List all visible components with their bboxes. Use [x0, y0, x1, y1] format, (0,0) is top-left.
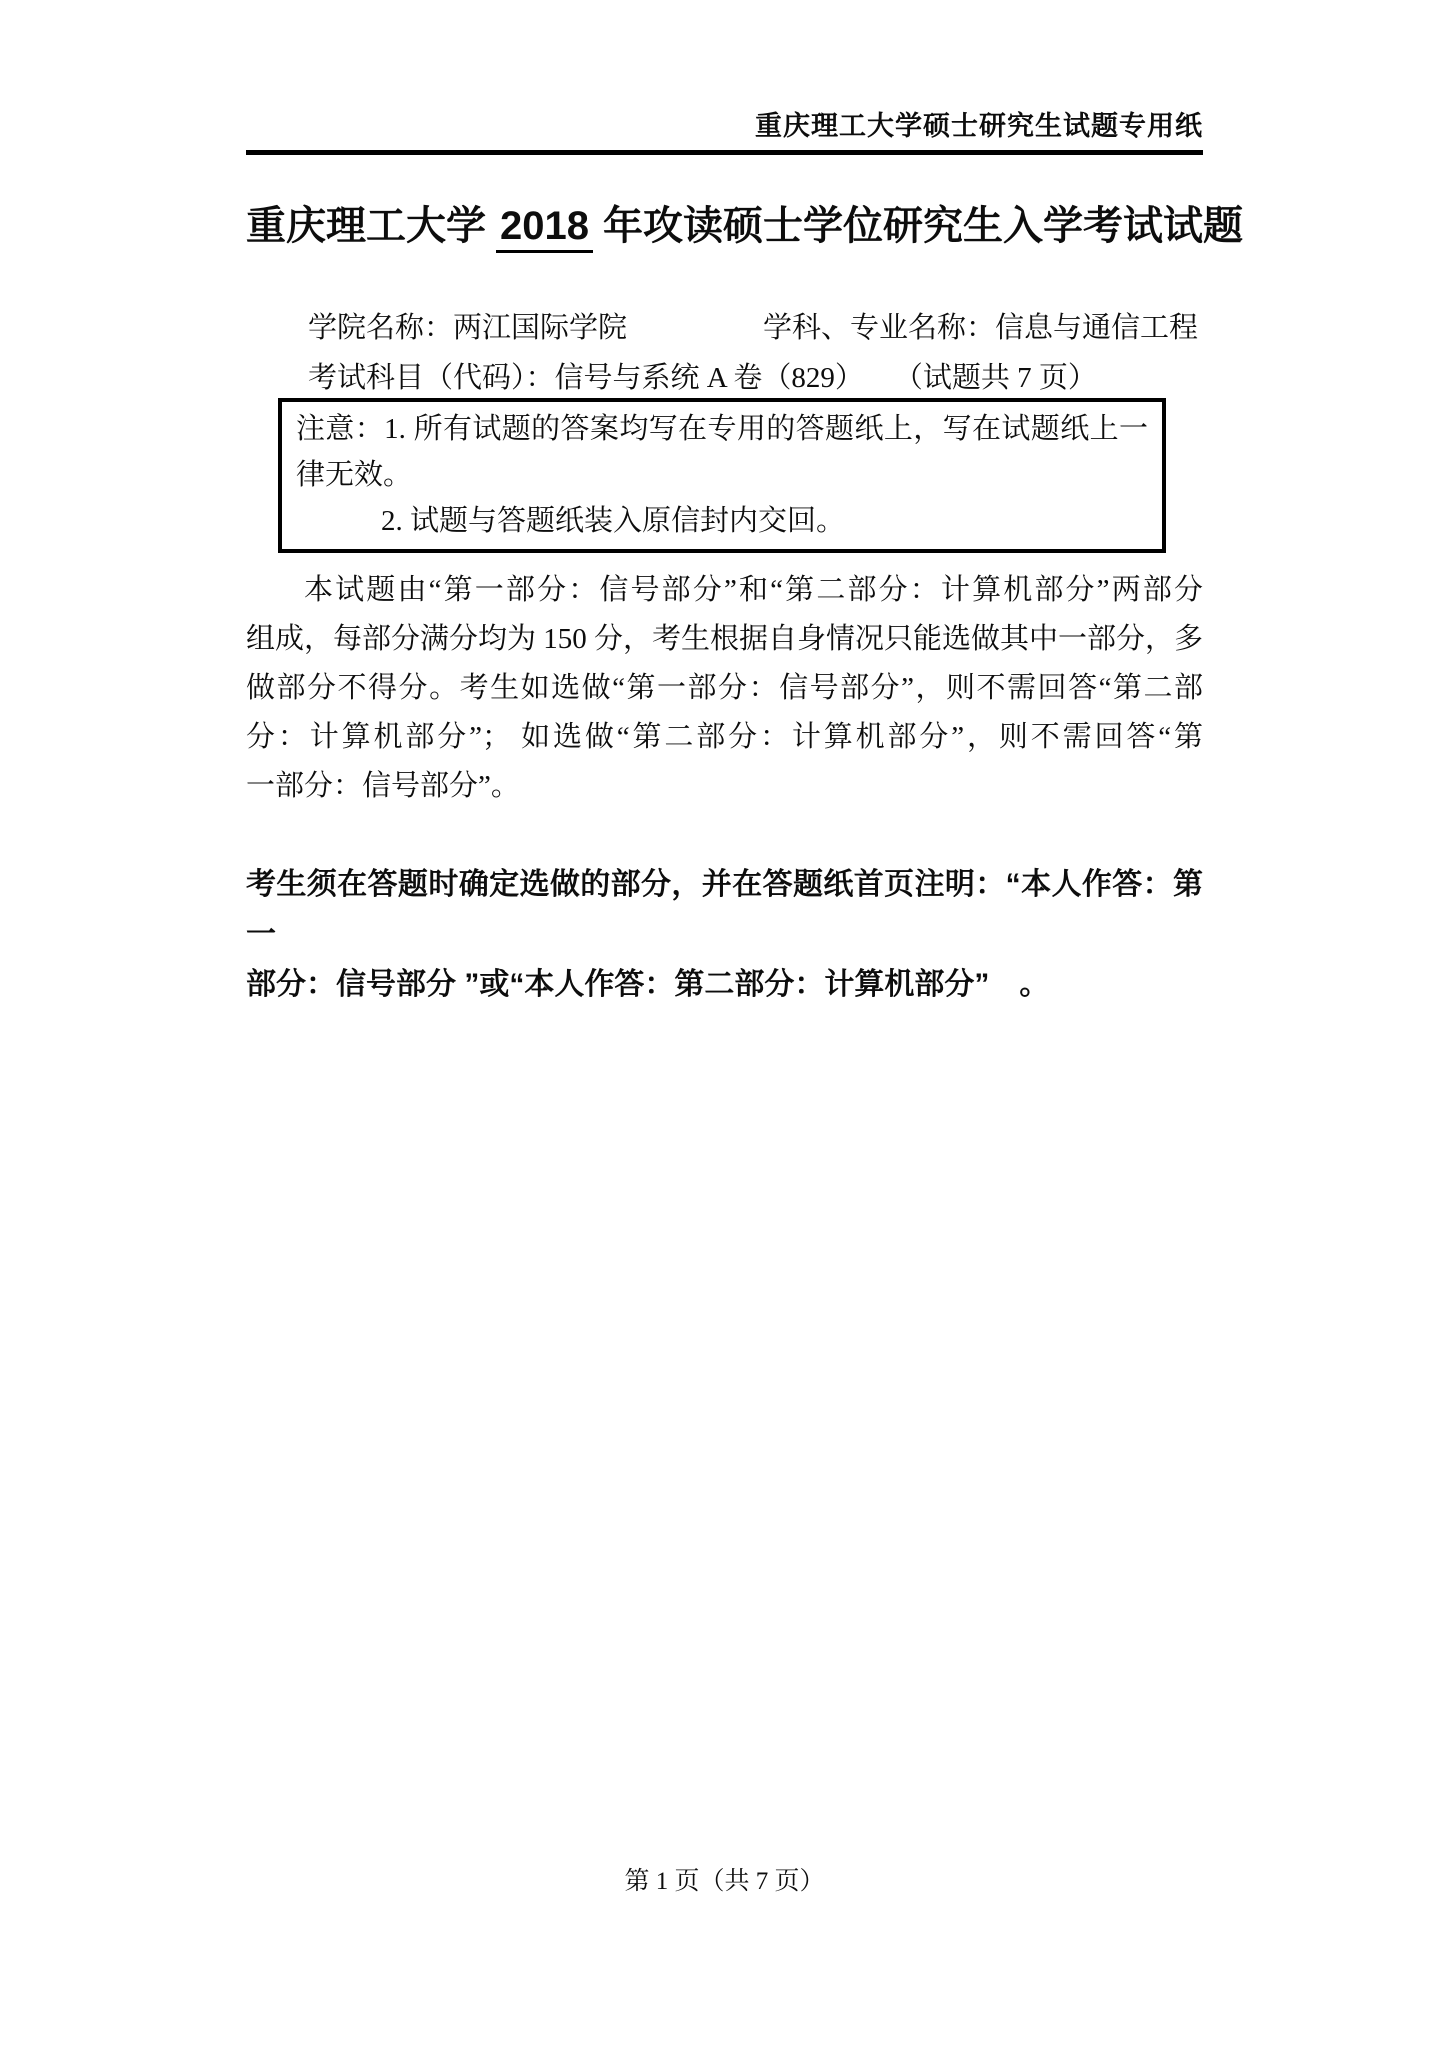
emphasis-paragraph [246, 860, 1203, 1010]
header-divider-rule [246, 150, 1203, 155]
emphasis-line: 考生须在答题时确定选做的部分，并在答题纸首页注明：“本人作答：第一 [246, 868, 1203, 951]
form-row-college-major [308, 310, 1198, 346]
major-name-field: 学科、专业名称：信息与通信工程 [762, 312, 1198, 344]
notice-line: 注意：1. 所有试题的答案均写在专用的答题纸上，写在试题纸上一 [296, 413, 1148, 445]
instructions-line: 分：计算机部分”； 如选做“第二部分：计算机部分”，则不需回答“第 [246, 721, 1203, 753]
instructions-line: 一部分：信号部分”。 [246, 770, 520, 802]
page-title [246, 202, 1243, 253]
page-title-prefix: 重庆理工大学 [246, 204, 486, 248]
header-note: 重庆理工大学硕士研究生试题专用纸 [755, 111, 1203, 141]
emphasis-line: 部分：信号部分 ”或“本人作答：第二部分：计算机部分” 。 [246, 968, 1050, 1001]
page-number-indicator: 第 1 页（共 7 页） [624, 1868, 825, 1895]
subject-code-field: 考试科目（代码）：信号与系统 A 卷（829） [308, 362, 864, 394]
instructions-paragraph [246, 566, 1203, 811]
notice-box [278, 398, 1166, 553]
instructions-line: 本试题由“第一部分：信号部分”和“第二部分：计算机部分”两部分 [304, 574, 1203, 606]
page-title-year: 2018 [496, 202, 593, 253]
instructions-line: 做部分不得分。考生如选做“第一部分：信号部分”，则不需回答“第二部 [246, 672, 1203, 704]
college-name-field: 学院名称：两江国际学院 [308, 312, 628, 344]
page-title-suffix: 年攻读硕士学位研究生入学考试试题 [602, 204, 1243, 248]
instructions-line: 组成，每部分满分均为 150 分，考生根据自身情况只能选做其中一部分，多 [246, 623, 1204, 655]
form-row-subject [308, 360, 1198, 396]
notice-line: 律无效。 [296, 459, 413, 491]
notice-line: 2. 试题与答题纸装入原信封内交回。 [381, 505, 846, 537]
total-pages-field: （试题共 7 页） [893, 362, 1097, 394]
